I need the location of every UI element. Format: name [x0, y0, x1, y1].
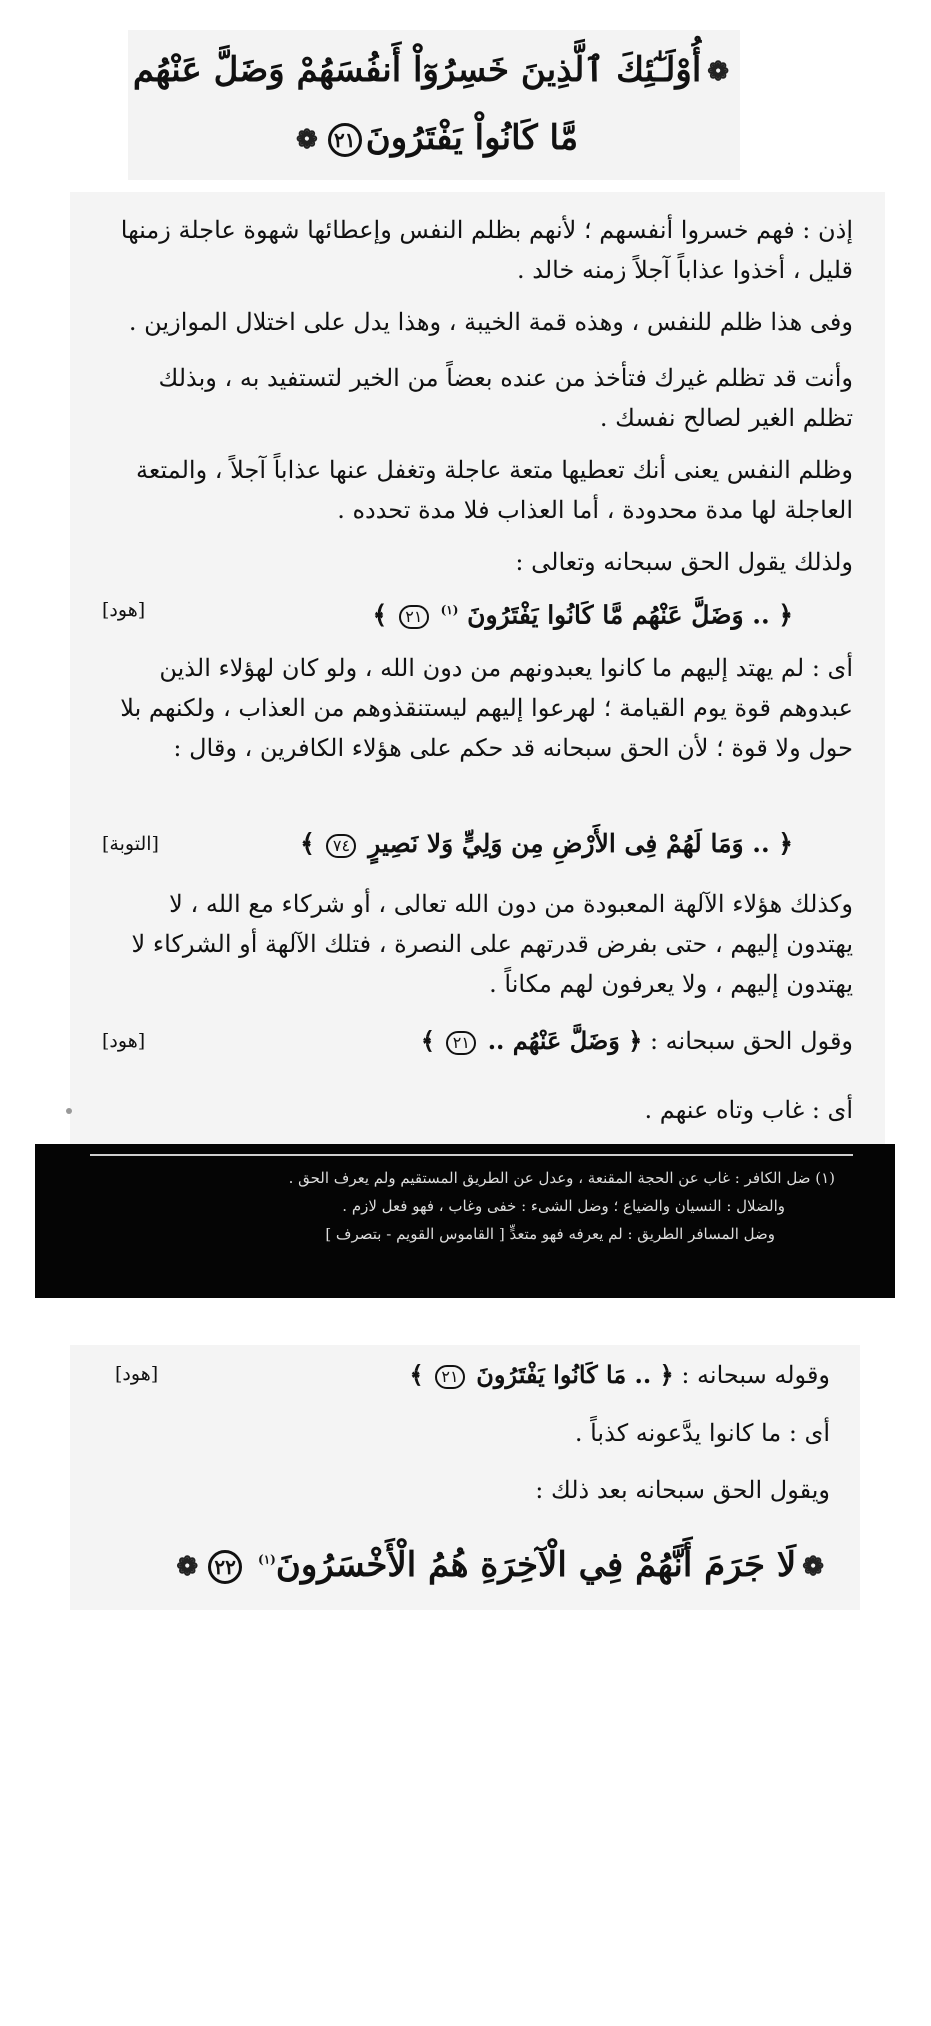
- footnote-line-2: والضلال : النسيان والضياع ؛ وضل الشىء : خفى وغاب ، فهو فعل لازم .: [342, 1197, 785, 1215]
- header-verse-line-2: مَّا كَانُواْ يَفْتَرُونَ٢١❁: [290, 105, 578, 173]
- surah-reference: [هود]: [102, 1030, 146, 1052]
- verse-reference-2: [102, 823, 853, 865]
- footnote-mark: (١): [258, 1552, 276, 1567]
- verse-reference-3: [102, 1020, 853, 1062]
- surah-reference: [هود]: [115, 1363, 159, 1385]
- main-page: [70, 192, 885, 1154]
- verse-reference-4: وقوله سبحانه : ﴿ .. مَا كَانُوا يَفْتَرُونَ ٢١ ﴾: [409, 1360, 830, 1389]
- verse-ornament-icon: ❁: [802, 1552, 824, 1582]
- ayah-number: ٢١: [399, 605, 429, 629]
- verse-ornament-icon: ❁: [176, 1552, 199, 1582]
- next-page-section: [70, 1345, 860, 1610]
- meaning-line: أى : غاب وتاه عنهم .: [644, 1096, 853, 1124]
- paragraph-3: وأنت قد تظلم غيرك فتأخذ من عنده بعضاً من الخير لتستفيد به ، وبذلك تظلم الغير لصالح نفسك .: [158, 364, 853, 432]
- footnote-divider: [90, 1154, 853, 1156]
- verse-reference-1: [102, 589, 853, 631]
- footnote-box: [35, 1144, 895, 1298]
- header-verse-block: [128, 30, 740, 180]
- paragraph-7: وكذلك هؤلاء الآلهة المعبودة من دون الله تعالى ، أو شركاء مع الله ، لا يهتدون إليهم ، حتى بفرض قدرتهم على النصرة ، فتلك الآلهة أو الشركاء لا يهتدون إليهم ، ولا يعرفون لهم مكاناً .: [131, 890, 853, 998]
- paragraph-1: إذن : فهم خسروا أنفسهم ؛ لأنهم بظلم النفس وإعطائها شهوة عاجلة زمنها قليل ، أخذوا عذاباً آجلاً زمنه خالد .: [120, 216, 853, 284]
- quran-verse: ﴿ .. وَضَلَّ عَنْهُم مَّا كَانُوا يَفْتَرُونَ $^{(١)}$ ٢١ ﴾: [372, 600, 793, 630]
- ayah-number: ٢١: [328, 123, 362, 157]
- paragraph-2: وفى هذا ظلم للنفس ، وهذه قمة الخيبة ، وهذا يدل على اختلال الموازين .: [128, 308, 853, 336]
- quran-verse: ﴿ .. وَمَا لَهُمْ فِى الأَرْضِ مِن وَلِيٍّ وَلا نَصِيرٍ ٧٤ ﴾: [300, 829, 793, 858]
- ayah-number: ٢٢: [208, 1550, 242, 1584]
- ayah-number: ٢١: [435, 1365, 465, 1389]
- footnote-line-1: (١) ضل الكافر : غاب عن الحجة المقنعة ، وعدل عن الطريق المستقيم ولم يعرف الحق .: [288, 1169, 835, 1187]
- paragraph-5: ولذلك يقول الحق سبحانه وتعالى :: [515, 548, 853, 576]
- next-verse-intro: ويقول الحق سبحانه بعد ذلك :: [535, 1476, 830, 1504]
- scan-speck: [66, 1108, 72, 1114]
- verse-ornament-icon: ❁: [295, 125, 318, 155]
- footnote-line-3: وضل المسافر الطريق : لم يعرفه فهو متعدٍّ [ القاموس القويم - بتصرف ]: [325, 1225, 775, 1243]
- ayah-number: ٧٤: [326, 834, 356, 858]
- ayah-number: ٢١: [446, 1031, 476, 1055]
- surah-reference: [هود]: [102, 599, 146, 621]
- verse-ornament-icon: ❁: [707, 57, 730, 87]
- paragraph-6: أى : لم يهتد إليهم ما كانوا يعبدونهم من دون الله ، ولو كان لهؤلاء الذين عبدوهم قوة يوم القيامة ؛ لهرعوا إليهم ليستنقذوهم من العذاب ، ولكنهم بلا حول ولا قوة ؛ لأن الحق سبحانه قد حكم على هؤلاء الكافرين ، وقال :: [120, 654, 853, 762]
- final-verse: ❁لَا جَرَمَ أَنَّهُمْ فِي الْآخِرَةِ هُمُ الْأَخْسَرُونَ$^{(١)}$ ٢٢❁: [176, 1545, 824, 1585]
- footnote-mark: (١): [440, 603, 459, 617]
- surah-reference: [التوبة]: [102, 833, 159, 855]
- meaning-line-2: أى : ما كانوا يدَّعونه كذباً .: [574, 1419, 830, 1447]
- quran-verse: وقول الحق سبحانه : ﴿ وَضَلَّ عَنْهُم .. ٢١ ﴾: [420, 1026, 853, 1055]
- header-verse-line-1: ❁أُوْلَـٰٓئِكَ ٱلَّذِينَ خَسِرُوٓاْ أَنفُسَهُمْ وَضَلَّ عَنْهُم: [133, 37, 735, 105]
- paragraph-4: وظلم النفس يعنى أنك تعطيها متعة عاجلة وتغفل عنها عذاباً آجلاً ، والمتعة العاجلة لها مدة محدودة ، أما العذاب فلا مدة تحدده .: [136, 456, 853, 524]
